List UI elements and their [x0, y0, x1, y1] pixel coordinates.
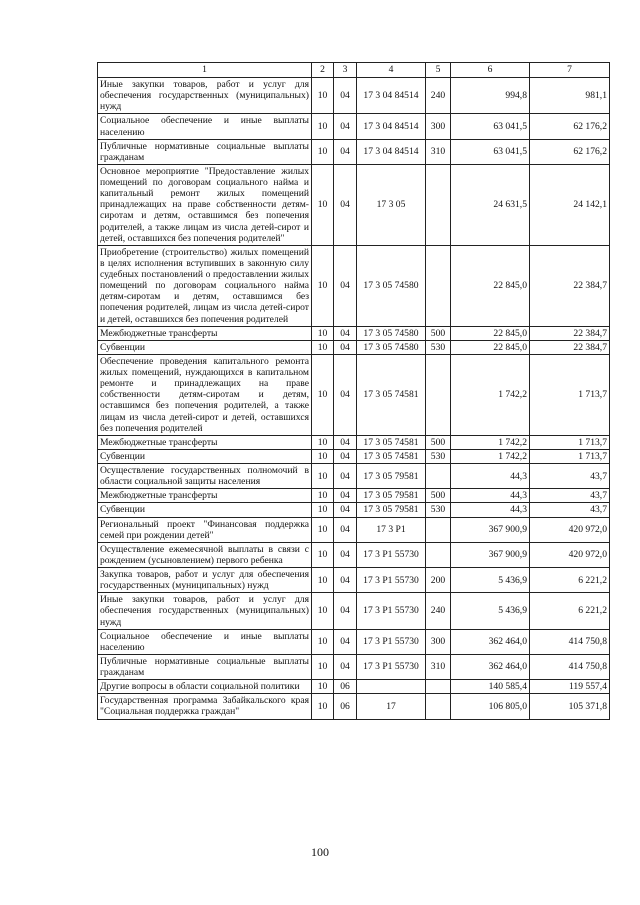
section-code: 10	[312, 326, 334, 340]
section-code: 10	[312, 503, 334, 517]
amount-year-2: 420 972,0	[530, 542, 610, 567]
row-name: Межбюджетные трансферты	[98, 326, 312, 340]
amount-year-2: 414 750,8	[530, 629, 610, 654]
target-article: 17 3 P1 55730	[357, 542, 426, 567]
expense-type	[426, 164, 451, 245]
target-article: 17 3 05 79581	[357, 464, 426, 489]
amount-year-2: 414 750,8	[530, 654, 610, 679]
row-name: Основное мероприятие "Предоставление жилых помещений по договорам социального найма и капитальный ремонт жилых помещений принадлежащих на праве собственности детям-сиротам и детям, оставшимся без попечения родителей, а также лицам из числа детей-сирот и детей, оставшихся без попечения родителей"	[98, 164, 312, 245]
column-header: 2	[312, 63, 334, 78]
subsection-code: 04	[334, 164, 357, 245]
table-row	[98, 654, 610, 679]
expense-type	[426, 517, 451, 542]
row-name: Приобретение (строительство) жилых помещений в целях исполнения вступивших в законную силу судебных постановлений о предоставлении жилых помещений по договорам социального найма детям-сиротам и детям, оставшимся без попечения родителей, лицам из числа детей-сирот и детей, оставшихся без попечения родителей	[98, 245, 312, 326]
table-header-row	[98, 63, 610, 78]
target-article: 17 3 P1 55730	[357, 654, 426, 679]
amount-year-1: 63 041,5	[451, 114, 530, 139]
target-article: 17 3 05 74580	[357, 326, 426, 340]
section-code: 10	[312, 680, 334, 694]
column-header: 7	[530, 63, 610, 78]
section-code: 10	[312, 340, 334, 354]
table-row	[98, 629, 610, 654]
amount-year-1: 140 585,4	[451, 680, 530, 694]
target-article: 17 3 05 74580	[357, 245, 426, 326]
amount-year-2: 105 371,8	[530, 694, 610, 719]
table-row	[98, 164, 610, 245]
table-body	[98, 78, 610, 720]
amount-year-1: 367 900,9	[451, 542, 530, 567]
table-row	[98, 326, 610, 340]
column-header: 4	[357, 63, 426, 78]
amount-year-1: 362 464,0	[451, 654, 530, 679]
subsection-code: 04	[334, 326, 357, 340]
target-article: 17 3 05 74581	[357, 354, 426, 435]
expense-type: 240	[426, 593, 451, 629]
subsection-code: 04	[334, 593, 357, 629]
amount-year-2: 6 221,2	[530, 593, 610, 629]
section-code: 10	[312, 694, 334, 719]
expense-type: 500	[426, 326, 451, 340]
amount-year-2: 119 557,4	[530, 680, 610, 694]
section-code: 10	[312, 593, 334, 629]
amount-year-2: 6 221,2	[530, 568, 610, 593]
section-code: 10	[312, 114, 334, 139]
expense-type: 310	[426, 139, 451, 164]
expense-type	[426, 694, 451, 719]
subsection-code: 04	[334, 568, 357, 593]
row-name: Субвенции	[98, 503, 312, 517]
expense-type: 530	[426, 340, 451, 354]
page-number: 100	[311, 845, 329, 859]
expense-type: 530	[426, 503, 451, 517]
target-article: 17 3 P1	[357, 517, 426, 542]
amount-year-2: 1 713,7	[530, 354, 610, 435]
budget-table	[97, 62, 610, 720]
subsection-code: 04	[334, 78, 357, 114]
subsection-code: 04	[334, 245, 357, 326]
target-article: 17 3 04 84514	[357, 114, 426, 139]
row-name: Иные закупки товаров, работ и услуг для обеспечения государственных (муниципальных) нужд	[98, 593, 312, 629]
table-row	[98, 503, 610, 517]
subsection-code: 04	[334, 489, 357, 503]
amount-year-2: 62 176,2	[530, 114, 610, 139]
section-code: 10	[312, 568, 334, 593]
subsection-code: 04	[334, 435, 357, 449]
amount-year-2: 981,1	[530, 78, 610, 114]
table-row	[98, 139, 610, 164]
column-header: 1	[98, 63, 312, 78]
row-name: Обеспечение проведения капитального ремонта жилых помещений, нуждающихся в капитальном ремонте и принадлежащих на праве собственности детям-сиротам и детям, оставшимся без попечения родителей, а также лицам из числа детей-сирот и детей, оставшихся без попечения родителей	[98, 354, 312, 435]
amount-year-1: 44,3	[451, 464, 530, 489]
target-article: 17 3 04 84514	[357, 78, 426, 114]
row-name: Межбюджетные трансферты	[98, 435, 312, 449]
expense-type: 200	[426, 568, 451, 593]
amount-year-1: 44,3	[451, 503, 530, 517]
amount-year-1: 1 742,2	[451, 449, 530, 463]
subsection-code: 04	[334, 464, 357, 489]
expense-type	[426, 680, 451, 694]
column-header: 5	[426, 63, 451, 78]
expense-type: 300	[426, 114, 451, 139]
amount-year-1: 5 436,9	[451, 568, 530, 593]
section-code: 10	[312, 139, 334, 164]
subsection-code: 04	[334, 503, 357, 517]
table-row	[98, 78, 610, 114]
expense-type: 300	[426, 629, 451, 654]
table-row	[98, 568, 610, 593]
table-row	[98, 517, 610, 542]
section-code: 10	[312, 78, 334, 114]
table-row	[98, 464, 610, 489]
table-row	[98, 435, 610, 449]
amount-year-2: 43,7	[530, 464, 610, 489]
expense-type: 500	[426, 489, 451, 503]
section-code: 10	[312, 542, 334, 567]
amount-year-2: 43,7	[530, 489, 610, 503]
table-row	[98, 593, 610, 629]
amount-year-1: 24 631,5	[451, 164, 530, 245]
section-code: 10	[312, 354, 334, 435]
section-code: 10	[312, 517, 334, 542]
amount-year-2: 43,7	[530, 503, 610, 517]
subsection-code: 06	[334, 694, 357, 719]
amount-year-1: 106 805,0	[451, 694, 530, 719]
table-row	[98, 542, 610, 567]
column-header: 6	[451, 63, 530, 78]
amount-year-2: 22 384,7	[530, 245, 610, 326]
column-header: 3	[334, 63, 357, 78]
amount-year-2: 1 713,7	[530, 435, 610, 449]
expense-type	[426, 354, 451, 435]
target-article: 17 3 05 79581	[357, 489, 426, 503]
row-name: Закупка товаров, работ и услуг для обеспечения государственных (муниципальных) нужд	[98, 568, 312, 593]
expense-type: 240	[426, 78, 451, 114]
amount-year-1: 63 041,5	[451, 139, 530, 164]
target-article: 17	[357, 694, 426, 719]
subsection-code: 04	[334, 139, 357, 164]
target-article: 17 3 05 74580	[357, 340, 426, 354]
section-code: 10	[312, 654, 334, 679]
row-name: Иные закупки товаров, работ и услуг для обеспечения государственных (муниципальных) нужд	[98, 78, 312, 114]
row-name: Осуществление ежемесячной выплаты в связи с рождением (усыновлением) первого ребенка	[98, 542, 312, 567]
target-article	[357, 680, 426, 694]
amount-year-1: 362 464,0	[451, 629, 530, 654]
amount-year-2: 62 176,2	[530, 139, 610, 164]
section-code: 10	[312, 164, 334, 245]
expense-type	[426, 245, 451, 326]
table-row	[98, 340, 610, 354]
row-name: Субвенции	[98, 340, 312, 354]
amount-year-1: 22 845,0	[451, 326, 530, 340]
subsection-code: 04	[334, 517, 357, 542]
section-code: 10	[312, 464, 334, 489]
expense-type: 310	[426, 654, 451, 679]
row-name: Межбюджетные трансферты	[98, 489, 312, 503]
subsection-code: 04	[334, 354, 357, 435]
row-name: Публичные нормативные социальные выплаты гражданам	[98, 654, 312, 679]
table-row	[98, 449, 610, 463]
amount-year-2: 22 384,7	[530, 326, 610, 340]
row-name: Публичные нормативные социальные выплаты гражданам	[98, 139, 312, 164]
table-row	[98, 114, 610, 139]
amount-year-2: 22 384,7	[530, 340, 610, 354]
amount-year-2: 420 972,0	[530, 517, 610, 542]
row-name: Государственная программа Забайкальского края "Социальная поддержка граждан"	[98, 694, 312, 719]
amount-year-1: 1 742,2	[451, 435, 530, 449]
target-article: 17 3 05 74581	[357, 435, 426, 449]
section-code: 10	[312, 629, 334, 654]
table-row	[98, 489, 610, 503]
table-row	[98, 245, 610, 326]
row-name: Осуществление государственных полномочий в области социальной защиты населения	[98, 464, 312, 489]
section-code: 10	[312, 489, 334, 503]
amount-year-1: 367 900,9	[451, 517, 530, 542]
amount-year-1: 22 845,0	[451, 245, 530, 326]
subsection-code: 04	[334, 654, 357, 679]
amount-year-1: 22 845,0	[451, 340, 530, 354]
expense-type: 530	[426, 449, 451, 463]
target-article: 17 3 P1 55730	[357, 593, 426, 629]
target-article: 17 3 P1 55730	[357, 629, 426, 654]
target-article: 17 3 05	[357, 164, 426, 245]
expense-type	[426, 542, 451, 567]
subsection-code: 04	[334, 449, 357, 463]
amount-year-2: 24 142,1	[530, 164, 610, 245]
amount-year-1: 44,3	[451, 489, 530, 503]
row-name: Социальное обеспечение и иные выплаты населению	[98, 629, 312, 654]
amount-year-1: 5 436,9	[451, 593, 530, 629]
target-article: 17 3 05 74581	[357, 449, 426, 463]
row-name: Субвенции	[98, 449, 312, 463]
section-code: 10	[312, 245, 334, 326]
amount-year-1: 1 742,2	[451, 354, 530, 435]
section-code: 10	[312, 449, 334, 463]
row-name: Другие вопросы в области социальной политики	[98, 680, 312, 694]
expense-type	[426, 464, 451, 489]
amount-year-2: 1 713,7	[530, 449, 610, 463]
target-article: 17 3 05 79581	[357, 503, 426, 517]
section-code: 10	[312, 435, 334, 449]
row-name: Региональный проект "Финансовая поддержка семей при рождении детей"	[98, 517, 312, 542]
subsection-code: 06	[334, 680, 357, 694]
subsection-code: 04	[334, 340, 357, 354]
target-article: 17 3 04 84514	[357, 139, 426, 164]
amount-year-1: 994,8	[451, 78, 530, 114]
subsection-code: 04	[334, 542, 357, 567]
subsection-code: 04	[334, 114, 357, 139]
table-row	[98, 680, 610, 694]
subsection-code: 04	[334, 629, 357, 654]
row-name: Социальное обеспечение и иные выплаты населению	[98, 114, 312, 139]
table-row	[98, 354, 610, 435]
expense-type: 500	[426, 435, 451, 449]
target-article: 17 3 P1 55730	[357, 568, 426, 593]
table-row	[98, 694, 610, 719]
